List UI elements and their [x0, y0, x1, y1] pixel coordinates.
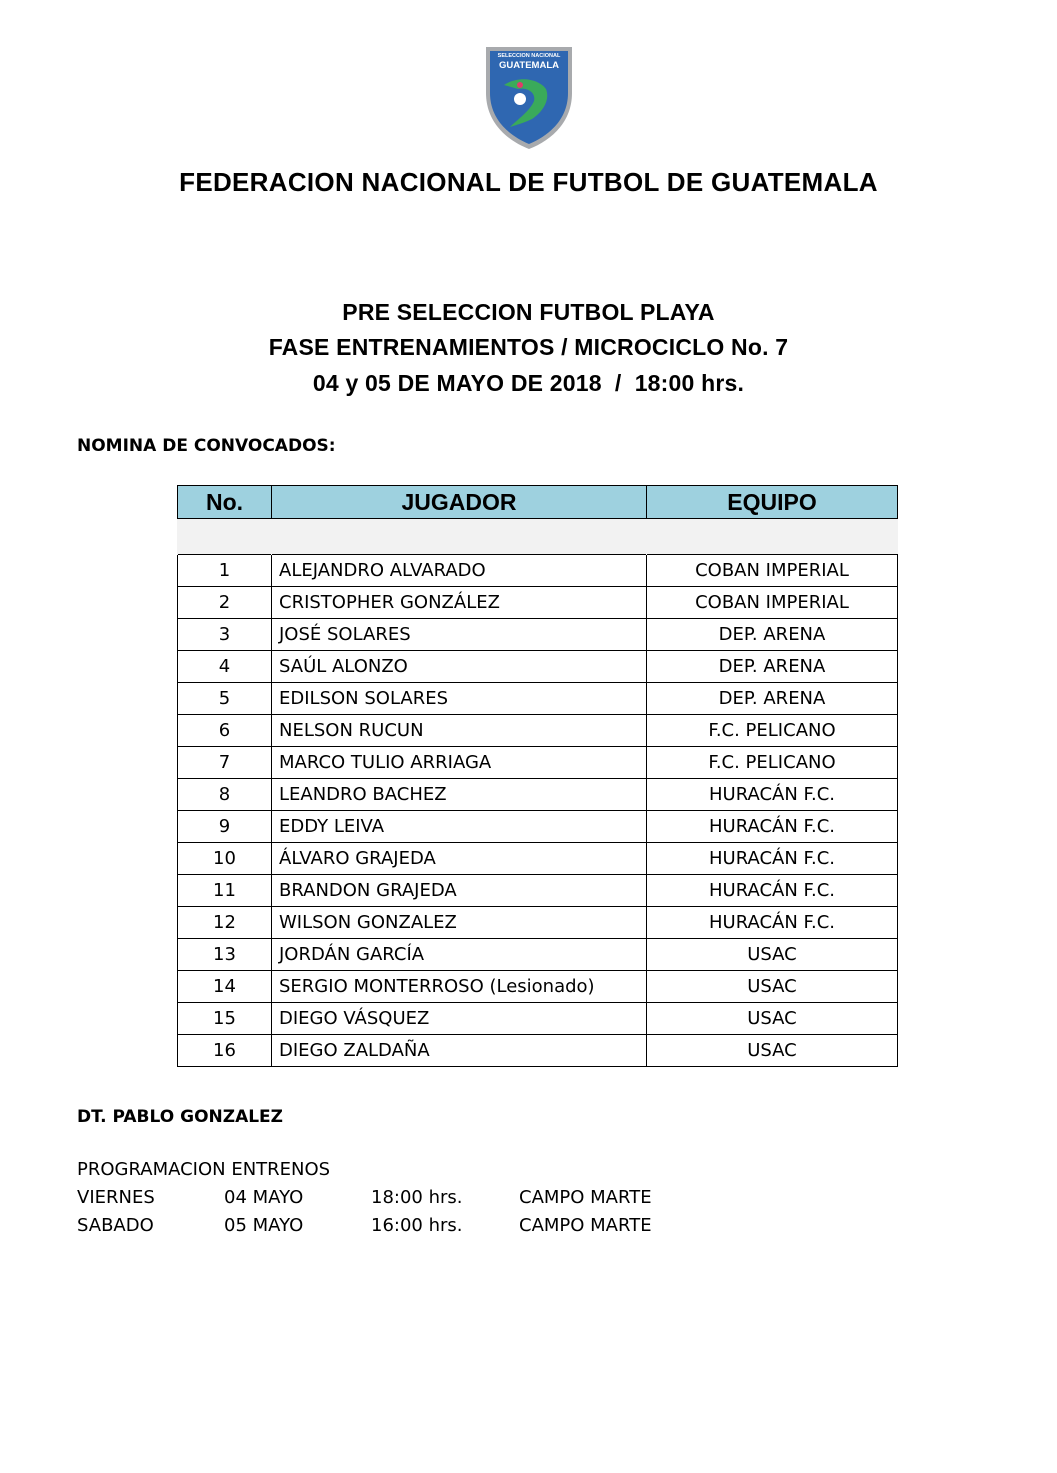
table-row — [178, 587, 898, 619]
subtitle-line3: 04 y 05 DE MAYO DE 2018 / 18:00 hrs. — [312, 370, 745, 396]
row-player: SAÚL ALONZO — [272, 651, 647, 683]
row-player: JORDÁN GARCÍA — [272, 939, 647, 971]
federation-logo — [484, 45, 574, 151]
row-player: JOSÉ SOLARES — [272, 619, 647, 651]
row-player: WILSON GONZALEZ — [272, 907, 647, 939]
schedule-time: 16:00 hrs. — [371, 1215, 463, 1236]
table-row — [178, 619, 898, 651]
row-team: USAC — [647, 971, 898, 1003]
row-team: COBAN IMPERIAL — [647, 587, 898, 619]
row-no: 7 — [178, 747, 272, 779]
schedule-place: CAMPO MARTE — [519, 1187, 652, 1208]
row-no: 8 — [178, 779, 272, 811]
schedule-date: 05 MAYO — [224, 1215, 304, 1236]
row-player: BRANDON GRAJEDA — [272, 875, 647, 907]
row-team: HURACÁN F.C. — [647, 843, 898, 875]
row-no: 10 — [178, 843, 272, 875]
row-team: DEP. ARENA — [647, 619, 898, 651]
header-equipo: EQUIPO — [647, 486, 898, 519]
row-player: EDDY LEIVA — [272, 811, 647, 843]
nomina-label: NOMINA DE CONVOCADOS: — [77, 436, 336, 456]
row-player: SERGIO MONTERROSO (Lesionado) — [272, 971, 647, 1003]
row-no: 14 — [178, 971, 272, 1003]
schedule-day: VIERNES — [77, 1187, 155, 1208]
row-no: 9 — [178, 811, 272, 843]
row-no: 15 — [178, 1003, 272, 1035]
table-row — [178, 779, 898, 811]
row-no: 1 — [178, 555, 272, 587]
row-team: HURACÁN F.C. — [647, 907, 898, 939]
row-player: ALEJANDRO ALVARADO — [272, 555, 647, 587]
row-player: NELSON RUCUN — [272, 715, 647, 747]
table-row — [178, 907, 898, 939]
row-team: HURACÁN F.C. — [647, 811, 898, 843]
row-no: 2 — [178, 587, 272, 619]
row-team: F.C. PELICANO — [647, 715, 898, 747]
row-player: CRISTOPHER GONZÁLEZ — [272, 587, 647, 619]
table-row — [178, 875, 898, 907]
row-team: USAC — [647, 1003, 898, 1035]
row-team: DEP. ARENA — [647, 683, 898, 715]
row-team: F.C. PELICANO — [647, 747, 898, 779]
row-no: 16 — [178, 1035, 272, 1067]
subtitle-line2: FASE ENTRENAMIENTOS / MICROCICLO No. 7 — [268, 334, 789, 360]
row-no: 6 — [178, 715, 272, 747]
row-no: 4 — [178, 651, 272, 683]
roster-table — [177, 485, 898, 1067]
header-jugador: JUGADOR — [272, 486, 647, 519]
logo-line1: SELECCION NACIONAL — [497, 53, 561, 59]
row-player: LEANDRO BACHEZ — [272, 779, 647, 811]
table-spacer-row — [178, 519, 898, 555]
table-row — [178, 939, 898, 971]
table-row — [178, 555, 898, 587]
table-row — [178, 1035, 898, 1067]
table-row — [178, 651, 898, 683]
table-row — [178, 715, 898, 747]
table-row — [178, 971, 898, 1003]
header-no: No. — [178, 486, 272, 519]
table-header-row — [178, 486, 898, 519]
organization-title: FEDERACION NACIONAL DE FUTBOL DE GUATEMALA — [179, 167, 878, 197]
table-row — [178, 683, 898, 715]
schedule-time: 18:00 hrs. — [371, 1187, 463, 1208]
row-player: ÁLVARO GRAJEDA — [272, 843, 647, 875]
row-no: 11 — [178, 875, 272, 907]
row-no: 12 — [178, 907, 272, 939]
schedule-place: CAMPO MARTE — [519, 1215, 652, 1236]
logo-line2: GUATEMALA — [499, 60, 559, 71]
row-team: USAC — [647, 1035, 898, 1067]
row-player: DIEGO ZALDAÑA — [272, 1035, 647, 1067]
table-row — [178, 747, 898, 779]
schedule-date: 04 MAYO — [224, 1187, 304, 1208]
table-row — [178, 811, 898, 843]
row-player: MARCO TULIO ARRIAGA — [272, 747, 647, 779]
schedule-day: SABADO — [77, 1215, 154, 1236]
row-no: 5 — [178, 683, 272, 715]
row-no: 3 — [178, 619, 272, 651]
row-team: COBAN IMPERIAL — [647, 555, 898, 587]
row-team: HURACÁN F.C. — [647, 875, 898, 907]
row-team: HURACÁN F.C. — [647, 779, 898, 811]
row-player: DIEGO VÁSQUEZ — [272, 1003, 647, 1035]
coach-label: DT. PABLO GONZALEZ — [77, 1107, 284, 1127]
schedule-title: PROGRAMACION ENTRENOS — [77, 1159, 331, 1180]
row-team: DEP. ARENA — [647, 651, 898, 683]
row-team: USAC — [647, 939, 898, 971]
table-row — [178, 1003, 898, 1035]
subtitle-line1: PRE SELECCION FUTBOL PLAYA — [342, 299, 715, 325]
table-row — [178, 843, 898, 875]
row-no: 13 — [178, 939, 272, 971]
row-player: EDILSON SOLARES — [272, 683, 647, 715]
